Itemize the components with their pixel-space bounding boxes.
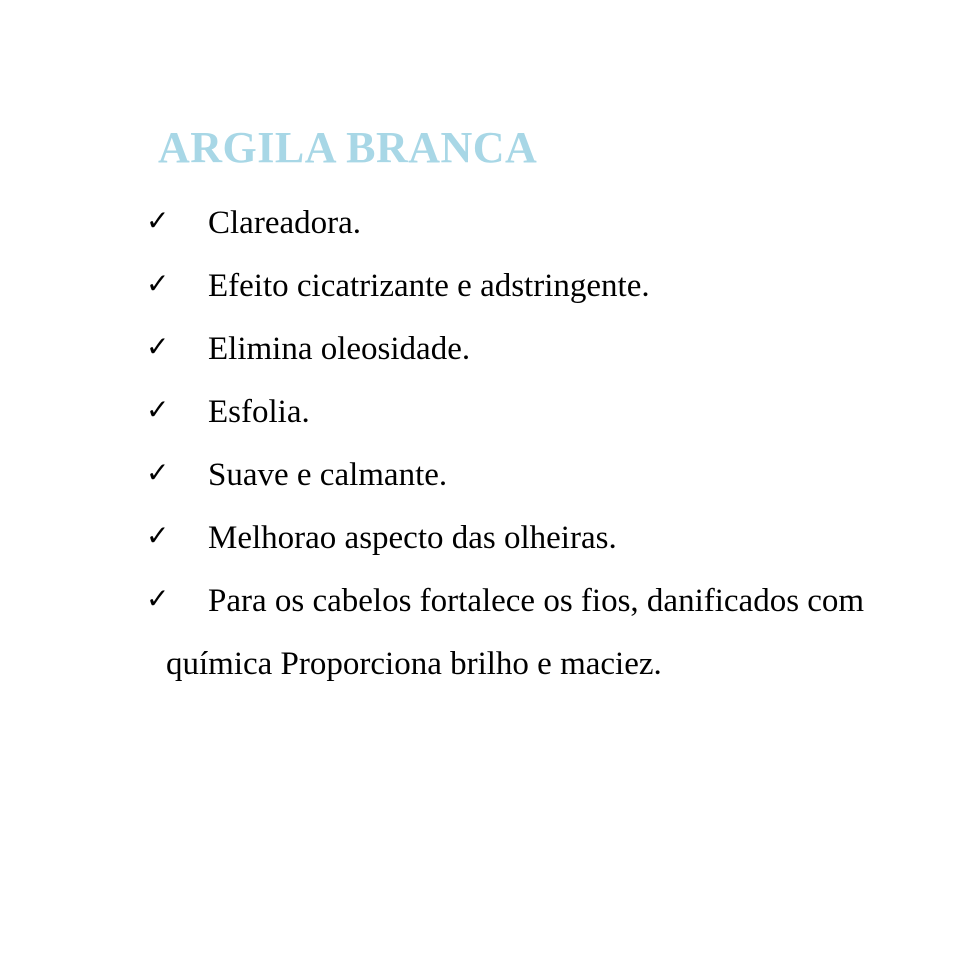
- list-item: [146, 320, 946, 383]
- list-item-text: Para os cabelos fortalece os fios, danificados com: [208, 583, 865, 619]
- list-item-text: Esfolia.: [208, 394, 310, 430]
- checkmark-icon: ✓: [146, 330, 170, 363]
- list-item-text: Efeito cicatrizante e adstringente.: [208, 268, 650, 304]
- checkmark-icon: ✓: [146, 204, 170, 237]
- list-item: [146, 572, 946, 682]
- checkmark-icon: ✓: [146, 393, 170, 426]
- list-item-text: Melhorao aspecto das olheiras.: [208, 520, 617, 556]
- list-item: [146, 446, 946, 509]
- checkmark-icon: ✓: [146, 267, 170, 300]
- checkmark-icon: ✓: [146, 519, 170, 552]
- page-title: ARGILA BRANCA: [158, 123, 538, 172]
- list-item: [146, 194, 946, 257]
- list-item-text: Suave e calmante.: [208, 457, 448, 493]
- list-item-continuation: química Proporciona brilho e maciez.: [166, 646, 662, 682]
- checkmark-icon: ✓: [146, 456, 170, 489]
- list-item-text: Clareadora.: [208, 205, 361, 241]
- benefits-list: [146, 194, 946, 682]
- list-item: [146, 383, 946, 446]
- list-item-text: Elimina oleosidade.: [208, 331, 471, 367]
- checkmark-icon: ✓: [146, 582, 170, 615]
- list-item: [146, 257, 946, 320]
- list-item: [146, 509, 946, 572]
